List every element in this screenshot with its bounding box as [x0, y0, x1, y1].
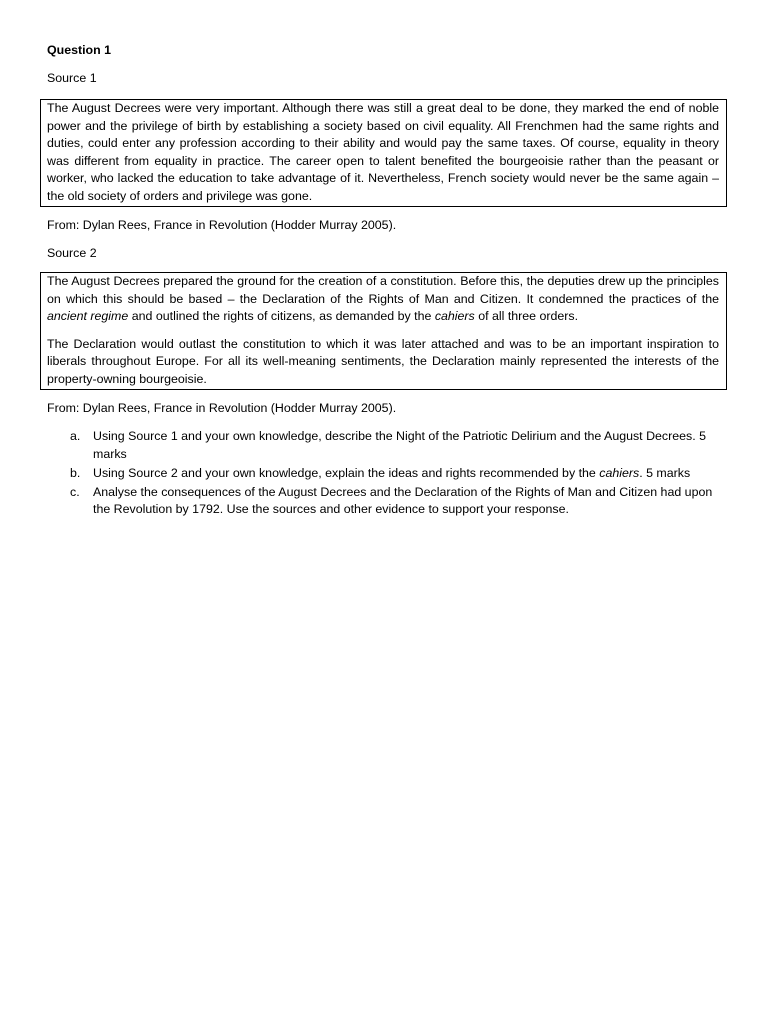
- question-text: Analyse the consequences of the August Decrees and the Declaration of the Rights of Man and Citizen had upon the Revolution by 1792. Use the sources and other evidence to support your response.: [93, 484, 713, 516]
- question-letter: c.: [70, 484, 80, 499]
- source2-paragraph-1: [47, 273, 719, 326]
- source1-citation: From: Dylan Rees, France in Revolution (Hodder Murray 2005).: [47, 218, 397, 232]
- source1-text: The August Decrees were very important. Although there was still a great deal to be done, they marked the end of noble power and the privilege of birth by establishing a society based on civil equality. All Frenchmen had the same rights and duties, could enter any profession according to their ability and would pay the same taxes. Of course, equality in theory was different from equality in practice. The career open to talent benefited the bourgeoisie rather than the peasant or worker, who lacked the education to take advantage of it. Nevertheless, French society would never be the same again – the old society of orders and privilege was gone.: [47, 101, 719, 203]
- source2-para1-text-a: The August Decrees prepared the ground for the creation of a constitution. Before this, the deputies drew up the principles on which this should be based – the Declaration of the Rights of Man and Citizen. It condemned the practices of the: [47, 274, 719, 306]
- source2-para1-italic-ancient-regime: ancient regime: [47, 309, 129, 323]
- source2-para1-italic-cahiers: cahiers: [434, 309, 475, 323]
- question-item-b: [47, 465, 727, 483]
- question-text: [93, 466, 690, 480]
- source1-box: [40, 99, 727, 207]
- source2-paragraph-2: The Declaration would outlast the constitution to which it was later attached and was to be an important inspiration to liberals throughout Europe. For all its well-meaning sentiments, the Declaration mainly represented the interests of the property-owning bourgeoisie.: [47, 336, 719, 386]
- question-text: Using Source 1 and your own knowledge, describe the Night of the Patriotic Delirium and the August Decrees. 5 marks: [93, 429, 706, 461]
- source2-label: Source 2: [47, 246, 97, 260]
- question-list: [47, 428, 727, 520]
- source2-citation: From: Dylan Rees, France in Revolution (Hodder Murray 2005).: [47, 401, 397, 415]
- question-heading: Question 1: [47, 43, 112, 57]
- source2-box: [40, 272, 727, 390]
- question-text-part: . 5 marks: [639, 465, 691, 480]
- question-text-italic-cahiers: cahiers: [599, 465, 640, 480]
- question-item-c: [47, 484, 727, 519]
- source2-para1-text-b: and outlined the rights of citizens, as demanded by the: [128, 309, 435, 323]
- question-text-part: Using Source 2 and your own knowledge, explain the ideas and rights recommended by the: [93, 465, 600, 480]
- source1-label: Source 1: [47, 71, 97, 85]
- question-letter: b.: [70, 465, 81, 480]
- question-item-a: [47, 428, 727, 463]
- source2-para1-text-c: of all three orders.: [474, 309, 579, 323]
- question-letter: a.: [70, 429, 81, 443]
